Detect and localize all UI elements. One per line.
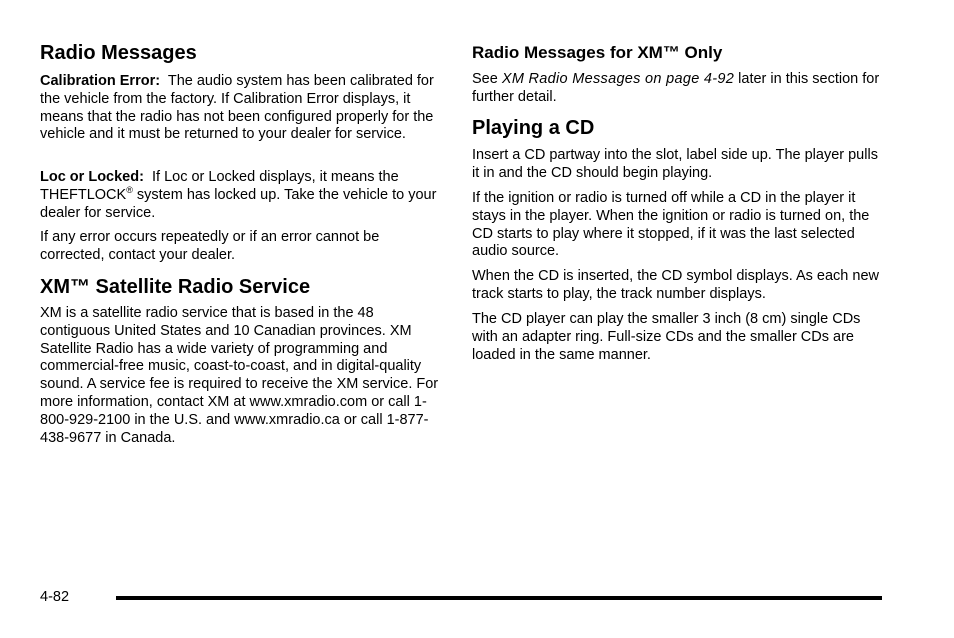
calibration-error-text: The audio system has been calibrated for the vehicle from the factory. If Calibration Error displays, it means that the radio has not been configured properly for the vehicle and it must be returned to your dealer for service. — [40, 73, 434, 143]
footer-rule — [116, 596, 882, 600]
see-text: See — [472, 71, 498, 87]
loc-locked-paragraph — [40, 169, 440, 222]
xm-messages-paragraph — [472, 71, 882, 107]
registered-mark: ® — [126, 184, 133, 195]
playing-cd-paragraph-1: Insert a CD partway into the slot, label side up. The player pulls it in and the CD should begin playing. — [472, 147, 878, 181]
xm-service-heading: XM™ Satellite Radio Service — [40, 276, 311, 298]
calibration-error-paragraph — [40, 73, 440, 144]
loc-locked-text-1: If Loc or Locked displays, it means the THEFTLOCK — [40, 169, 399, 203]
playing-cd-paragraph-4: The CD player can play the smaller 3 inch (8 cm) single CDs with an adapter ring. Full-size CDs and the smaller CDs are loaded in the same manner. — [472, 311, 861, 363]
playing-cd-paragraph-3: When the CD is inserted, the CD symbol displays. As each new track starts to play, the track number displays. — [472, 268, 879, 302]
calibration-error-label: Calibration Error: — [40, 73, 161, 89]
xm-service-paragraph: XM is a satellite radio service that is based in the 48 contiguous United States and 10 Canadian provinces. XM Satellite Radio has a wide variety of programming and commercial-free music, coast-to-coast, and in digital-quality sound. A service fee is required to receive the XM service. For more information, contact XM at www.xmradio.com or call 1-800-929-2100 in the U.S. and www.xmradio.ca or call 1-877-438-9677 in Canada. — [40, 305, 439, 446]
page-reference-link[interactable]: XM Radio Messages on page 4-92 — [501, 71, 735, 87]
playing-cd-paragraph-2: If the ignition or radio is turned off while a CD in the player it stays in the player. When the ignition or radio is turned on, the CD starts to play where it stopped, if it was the last selected audio source. — [472, 190, 870, 260]
xm-messages-heading: Radio Messages for XM™ Only — [472, 43, 723, 62]
radio-messages-heading: Radio Messages — [40, 42, 197, 64]
playing-cd-heading: Playing a CD — [472, 117, 595, 139]
see-tail-text: later in this section for further detail. — [472, 71, 880, 105]
error-paragraph: If any error occurs repeatedly or if an error cannot be corrected, contact your dealer. — [40, 229, 380, 263]
page-number: 4-82 — [40, 589, 70, 605]
loc-locked-text-2: system has locked up. Take the vehicle to your dealer for service. — [40, 186, 437, 221]
loc-locked-label: Loc or Locked: — [40, 169, 144, 185]
